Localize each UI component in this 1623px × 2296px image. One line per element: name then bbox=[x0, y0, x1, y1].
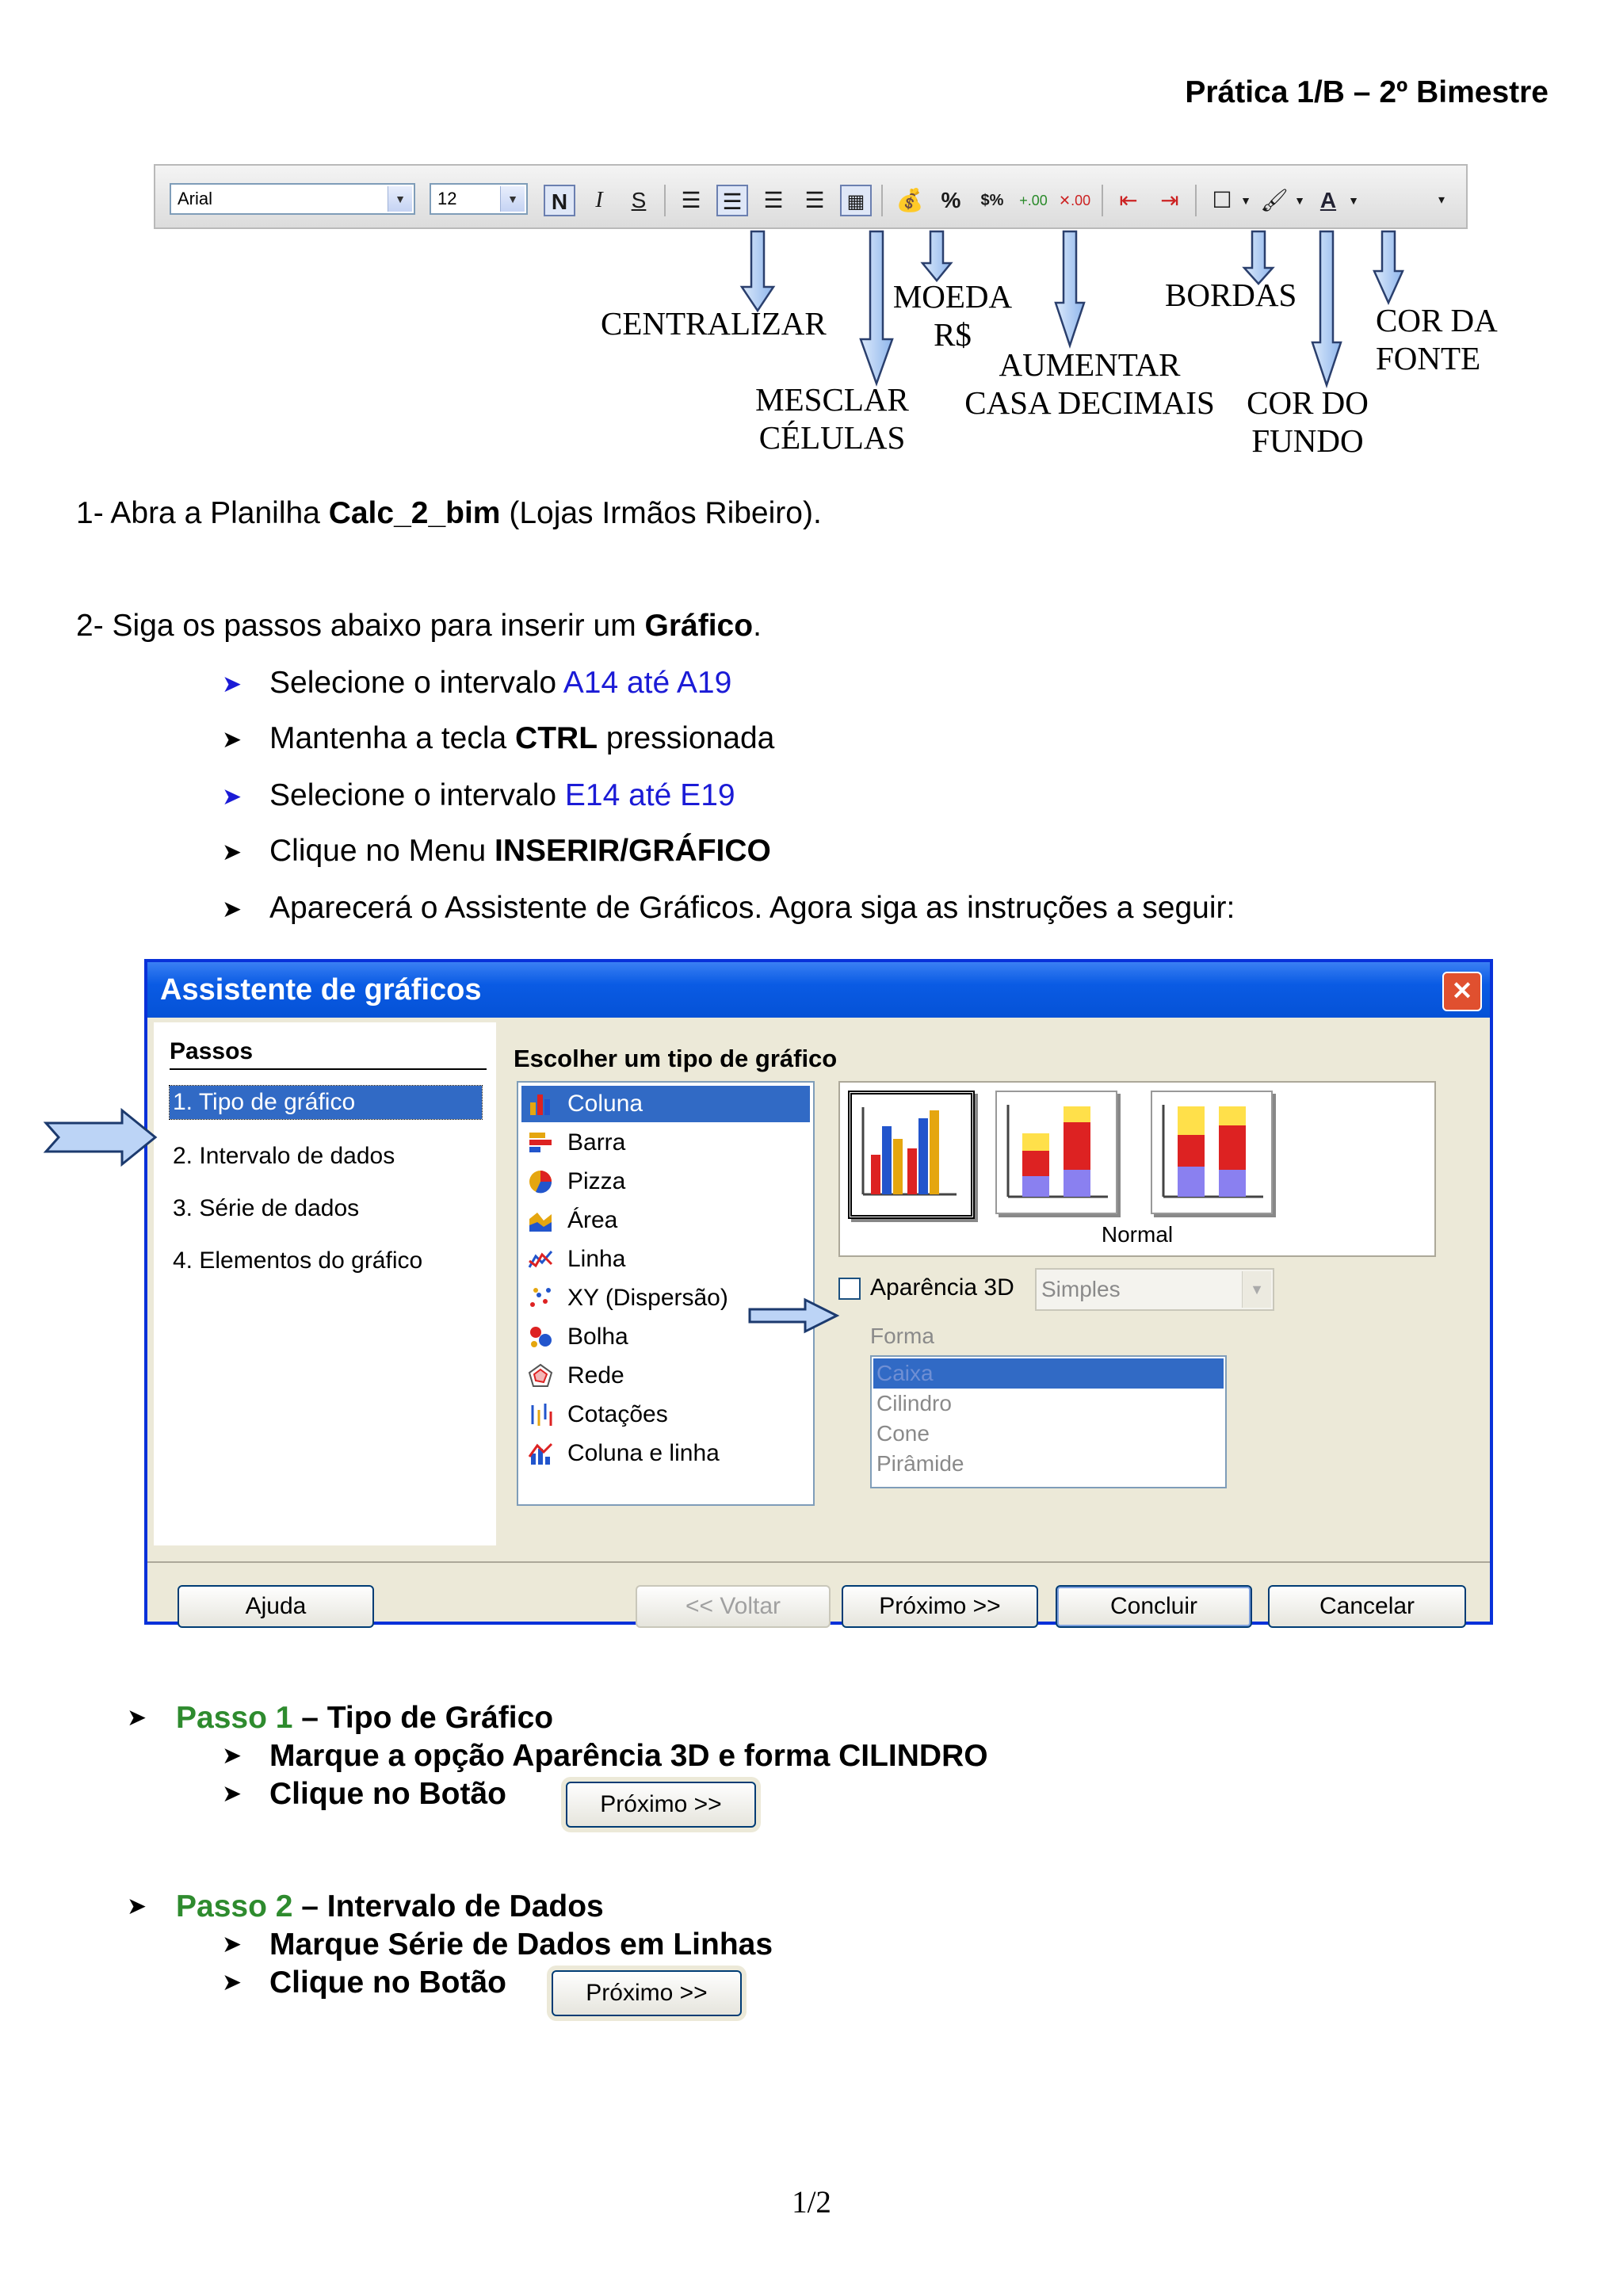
arrow-centralizar bbox=[742, 231, 773, 311]
label-moeda-line1: MOEDA bbox=[892, 278, 1013, 315]
bullet-arrow-icon: ➤ bbox=[222, 896, 242, 923]
chevron-down-icon[interactable]: ▼ bbox=[500, 186, 525, 212]
instruction-1-tail: (Lojas Irmãos Ribeiro). bbox=[500, 496, 822, 530]
bullet-item-1 bbox=[269, 664, 731, 702]
chevron-down-icon[interactable]: ▼ bbox=[1294, 194, 1305, 207]
chart-type-label: Rede bbox=[567, 1362, 624, 1389]
instruction-1-text: 1- Abra a Planilha bbox=[76, 496, 329, 530]
line-chart-icon bbox=[528, 1247, 553, 1272]
step-tipo-grafico[interactable]: 1. Tipo de gráfico bbox=[170, 1086, 482, 1119]
align-center-icon[interactable]: ☰ bbox=[716, 185, 748, 216]
bullet-arrow-icon: ➤ bbox=[127, 1705, 147, 1731]
align-left-icon[interactable]: ☰ bbox=[681, 188, 701, 212]
chart-type-label: Área bbox=[567, 1207, 618, 1233]
background-color-icon[interactable]: 🖌 bbox=[1260, 188, 1289, 212]
passo-1-line-1: Marque a opção Aparência 3D e forma CILINDRO bbox=[269, 1739, 988, 1773]
bullet-1-text: Selecione o intervalo bbox=[269, 666, 563, 700]
chevron-down-icon[interactable]: ▼ bbox=[1348, 194, 1359, 207]
label-moeda-line2: R$ bbox=[934, 316, 972, 353]
chart-type-list bbox=[517, 1081, 815, 1506]
passo-2-heading bbox=[176, 1888, 604, 1926]
align-right-icon[interactable]: ☰ bbox=[763, 188, 784, 212]
font-color-icon[interactable]: A bbox=[1319, 188, 1337, 212]
passo-2-line-2: Clique no Botão bbox=[269, 1966, 506, 2000]
label-cor-fonte-line1: COR DA bbox=[1376, 302, 1498, 338]
passo-2-label: Passo 2 bbox=[176, 1889, 293, 1924]
borders-icon[interactable]: ☐ bbox=[1212, 188, 1232, 212]
font-name-value: Arial bbox=[178, 189, 213, 208]
label-cor-fonte bbox=[1376, 301, 1498, 377]
passo-2-line-1: Marque Série de Dados em Linhas bbox=[269, 1927, 773, 1962]
percent-button[interactable]: % bbox=[941, 188, 961, 212]
passo-1-heading bbox=[176, 1699, 553, 1737]
label-mesclar-line2: CÉLULAS bbox=[758, 419, 906, 456]
pointer-arrow-step bbox=[40, 1106, 166, 1169]
chart-type-cotacoes[interactable] bbox=[521, 1396, 810, 1433]
bullet-2-text: Mantenha a tecla bbox=[269, 721, 516, 755]
chevron-down-icon[interactable]: ▼ bbox=[388, 186, 412, 212]
bullet-arrow-icon: ➤ bbox=[222, 1969, 242, 1996]
bullet-arrow-icon: ➤ bbox=[222, 1931, 242, 1958]
arrow-moeda bbox=[922, 231, 951, 281]
bullet-3-text: Selecione o intervalo bbox=[269, 778, 565, 812]
font-size-value: 12 bbox=[437, 189, 457, 208]
passo-1-title: – Tipo de Gráfico bbox=[292, 1701, 554, 1735]
bullet-item-2 bbox=[269, 720, 774, 758]
passo-2-next-button[interactable]: Próximo >> bbox=[552, 1970, 742, 2016]
ctrl-key: CTRL bbox=[515, 721, 598, 755]
bullet-4-text: Clique no Menu bbox=[269, 834, 495, 868]
instruction-2-bold: Gráfico bbox=[644, 609, 754, 643]
arrow-mesclar bbox=[861, 231, 892, 384]
standard-format-button[interactable]: $% bbox=[980, 192, 1004, 209]
chart-type-label: Bolha bbox=[567, 1324, 628, 1350]
bullet-arrow-icon: ➤ bbox=[222, 671, 242, 697]
chart-type-pizza[interactable] bbox=[521, 1163, 810, 1200]
chart-type-label: Barra bbox=[567, 1129, 626, 1156]
label-cor-fundo bbox=[1236, 384, 1379, 460]
instruction-2 bbox=[76, 607, 762, 645]
bold-button[interactable]: N bbox=[544, 185, 575, 216]
page-header: Prática 1/B – 2º Bimestre bbox=[1185, 75, 1549, 109]
passo-1-next-button[interactable]: Próximo >> bbox=[566, 1782, 756, 1828]
range-e: E14 até E19 bbox=[564, 778, 735, 812]
instruction-2-text: 2- Siga os passos abaixo para inserir um bbox=[76, 609, 645, 643]
step-serie-dados[interactable]: 3. Série de dados bbox=[173, 1195, 360, 1221]
forma-cone[interactable]: Cone bbox=[876, 1421, 930, 1446]
arrow-aumentar bbox=[1056, 231, 1084, 346]
remove-decimal-icon[interactable]: ✕.00 bbox=[1059, 193, 1091, 208]
justify-icon[interactable]: ☰ bbox=[804, 188, 825, 212]
normal-column-icon bbox=[852, 1095, 963, 1207]
column-chart-icon bbox=[528, 1091, 553, 1117]
variant-stacked[interactable] bbox=[995, 1091, 1117, 1214]
forma-list bbox=[870, 1355, 1227, 1488]
label-aumentar-line1: AUMENTAR bbox=[999, 346, 1181, 383]
chart-wizard-dialog bbox=[144, 959, 1493, 1625]
bullet-2-tail: pressionada bbox=[598, 721, 775, 755]
back-button[interactable]: << Voltar bbox=[636, 1585, 831, 1628]
bullet-arrow-icon: ➤ bbox=[222, 1781, 242, 1807]
instruction-1 bbox=[76, 495, 822, 533]
label-aumentar-line2: CASA DECIMAIS bbox=[964, 384, 1215, 421]
bubble-chart-icon bbox=[528, 1324, 553, 1350]
bullet-item-4 bbox=[269, 832, 771, 870]
passo-1-label: Passo 1 bbox=[176, 1701, 293, 1735]
chevron-down-icon[interactable]: ▼ bbox=[1242, 1271, 1271, 1308]
percent-stacked-column-icon bbox=[1152, 1092, 1271, 1213]
help-button[interactable]: Ajuda bbox=[178, 1585, 374, 1628]
bullet-arrow-icon: ➤ bbox=[127, 1893, 147, 1920]
spreadsheet-name: Calc_2_bim bbox=[328, 496, 501, 530]
arrow-cor-fundo bbox=[1312, 231, 1341, 385]
decrease-indent-icon[interactable]: ⇤ bbox=[1119, 188, 1138, 212]
dialog-title: Assistente de gráficos bbox=[147, 962, 1490, 1018]
forma-piramide[interactable]: Pirâmide bbox=[876, 1451, 964, 1476]
forma-label: Forma bbox=[870, 1324, 934, 1348]
step-elementos-grafico[interactable]: 4. Elementos do gráfico bbox=[173, 1247, 423, 1274]
chart-type-label: Linha bbox=[567, 1246, 626, 1272]
chart-type-coluna[interactable] bbox=[521, 1086, 810, 1122]
pointer-arrow-3d bbox=[745, 1297, 848, 1336]
bullet-arrow-icon: ➤ bbox=[222, 784, 242, 810]
forma-cilindro[interactable]: Cilindro bbox=[876, 1391, 952, 1415]
chart-type-label: Cotações bbox=[567, 1401, 668, 1427]
steps-title: Passos bbox=[170, 1038, 487, 1070]
page-number: 1/2 bbox=[792, 2185, 831, 2219]
chart-type-rede[interactable] bbox=[521, 1358, 810, 1394]
bar-chart-icon bbox=[528, 1130, 553, 1156]
bullet-arrow-icon: ➤ bbox=[222, 727, 242, 753]
italic-button[interactable]: I bbox=[595, 188, 603, 212]
stacked-column-icon bbox=[997, 1092, 1116, 1213]
currency-icon[interactable]: 💰 bbox=[896, 188, 924, 212]
chart-type-label: XY (Dispersão) bbox=[567, 1285, 728, 1311]
column-line-chart-icon bbox=[528, 1441, 553, 1466]
bullet-item-3 bbox=[269, 777, 735, 815]
label-centralizar: CENTRALIZAR bbox=[601, 305, 827, 342]
label-cor-fonte-line2: FONTE bbox=[1376, 340, 1481, 376]
close-button[interactable]: ✕ bbox=[1442, 972, 1482, 1011]
label-mesclar-line1: MESCLAR bbox=[755, 381, 909, 418]
bullet-arrow-icon: ➤ bbox=[222, 1743, 242, 1769]
area-chart-icon bbox=[528, 1208, 553, 1233]
bullet-item-5: Aparecerá o Assistente de Gráficos. Agora siga as instruções a seguir: bbox=[269, 891, 1235, 925]
finish-button[interactable]: Concluir bbox=[1056, 1585, 1252, 1628]
dialog-separator bbox=[147, 1561, 1490, 1563]
passo-2-title: – Intervalo de Dados bbox=[292, 1889, 604, 1924]
chart-variant-panel bbox=[838, 1081, 1436, 1257]
chart-type-label: Coluna bbox=[567, 1091, 643, 1117]
label-bordas: BORDAS bbox=[1165, 277, 1297, 313]
label-moeda bbox=[889, 277, 1016, 353]
bullet-arrow-icon: ➤ bbox=[222, 839, 242, 865]
net-chart-icon bbox=[528, 1363, 553, 1389]
merge-cells-icon[interactable]: ▦ bbox=[840, 185, 872, 216]
shape-style-value: Simples bbox=[1041, 1277, 1121, 1301]
variant-percent-stacked[interactable] bbox=[1151, 1091, 1273, 1214]
steps-panel bbox=[154, 1022, 496, 1545]
scatter-chart-icon bbox=[528, 1286, 553, 1311]
pie-chart-icon bbox=[528, 1169, 553, 1194]
instruction-2-tail: . bbox=[753, 609, 762, 643]
chevron-down-icon[interactable]: ▼ bbox=[1240, 194, 1251, 207]
variant-normal[interactable] bbox=[848, 1091, 975, 1219]
stock-chart-icon bbox=[528, 1402, 553, 1427]
variant-label: Normal bbox=[1101, 1222, 1174, 1247]
arrow-cor-fonte bbox=[1374, 231, 1403, 303]
label-cor-fundo-line1: COR DO bbox=[1247, 384, 1369, 421]
next-button[interactable]: Próximo >> bbox=[842, 1585, 1038, 1628]
appearance-3d-label: Aparência 3D bbox=[870, 1274, 1014, 1301]
shape-style-select[interactable] bbox=[1035, 1268, 1274, 1311]
chart-type-barra[interactable] bbox=[521, 1125, 810, 1161]
label-mesclar bbox=[753, 380, 911, 457]
step-intervalo-dados[interactable]: 2. Intervalo de dados bbox=[173, 1143, 395, 1169]
pane-title: Escolher um tipo de gráfico bbox=[514, 1045, 838, 1072]
chart-type-label: Coluna e linha bbox=[567, 1440, 720, 1466]
label-aumentar bbox=[959, 346, 1220, 422]
menu-path: INSERIR/GRÁFICO bbox=[495, 834, 771, 868]
chart-type-linha[interactable] bbox=[521, 1241, 810, 1278]
increase-indent-icon[interactable]: ⇥ bbox=[1160, 188, 1179, 212]
chart-type-label: Pizza bbox=[567, 1168, 626, 1194]
forma-caixa[interactable]: Caixa bbox=[873, 1358, 1224, 1389]
add-decimal-icon[interactable]: +.00 bbox=[1019, 193, 1048, 208]
toolbar-overflow-icon[interactable]: ▾ bbox=[1438, 193, 1445, 207]
passo-1-line-2: Clique no Botão bbox=[269, 1777, 506, 1811]
range-a: A14 até A19 bbox=[563, 666, 732, 700]
chart-type-area[interactable] bbox=[521, 1202, 810, 1239]
cancel-button[interactable]: Cancelar bbox=[1268, 1585, 1466, 1628]
label-cor-fundo-line2: FUNDO bbox=[1251, 422, 1364, 459]
chart-type-coluna-linha[interactable] bbox=[521, 1435, 810, 1472]
shadow-button[interactable]: S bbox=[631, 188, 647, 212]
